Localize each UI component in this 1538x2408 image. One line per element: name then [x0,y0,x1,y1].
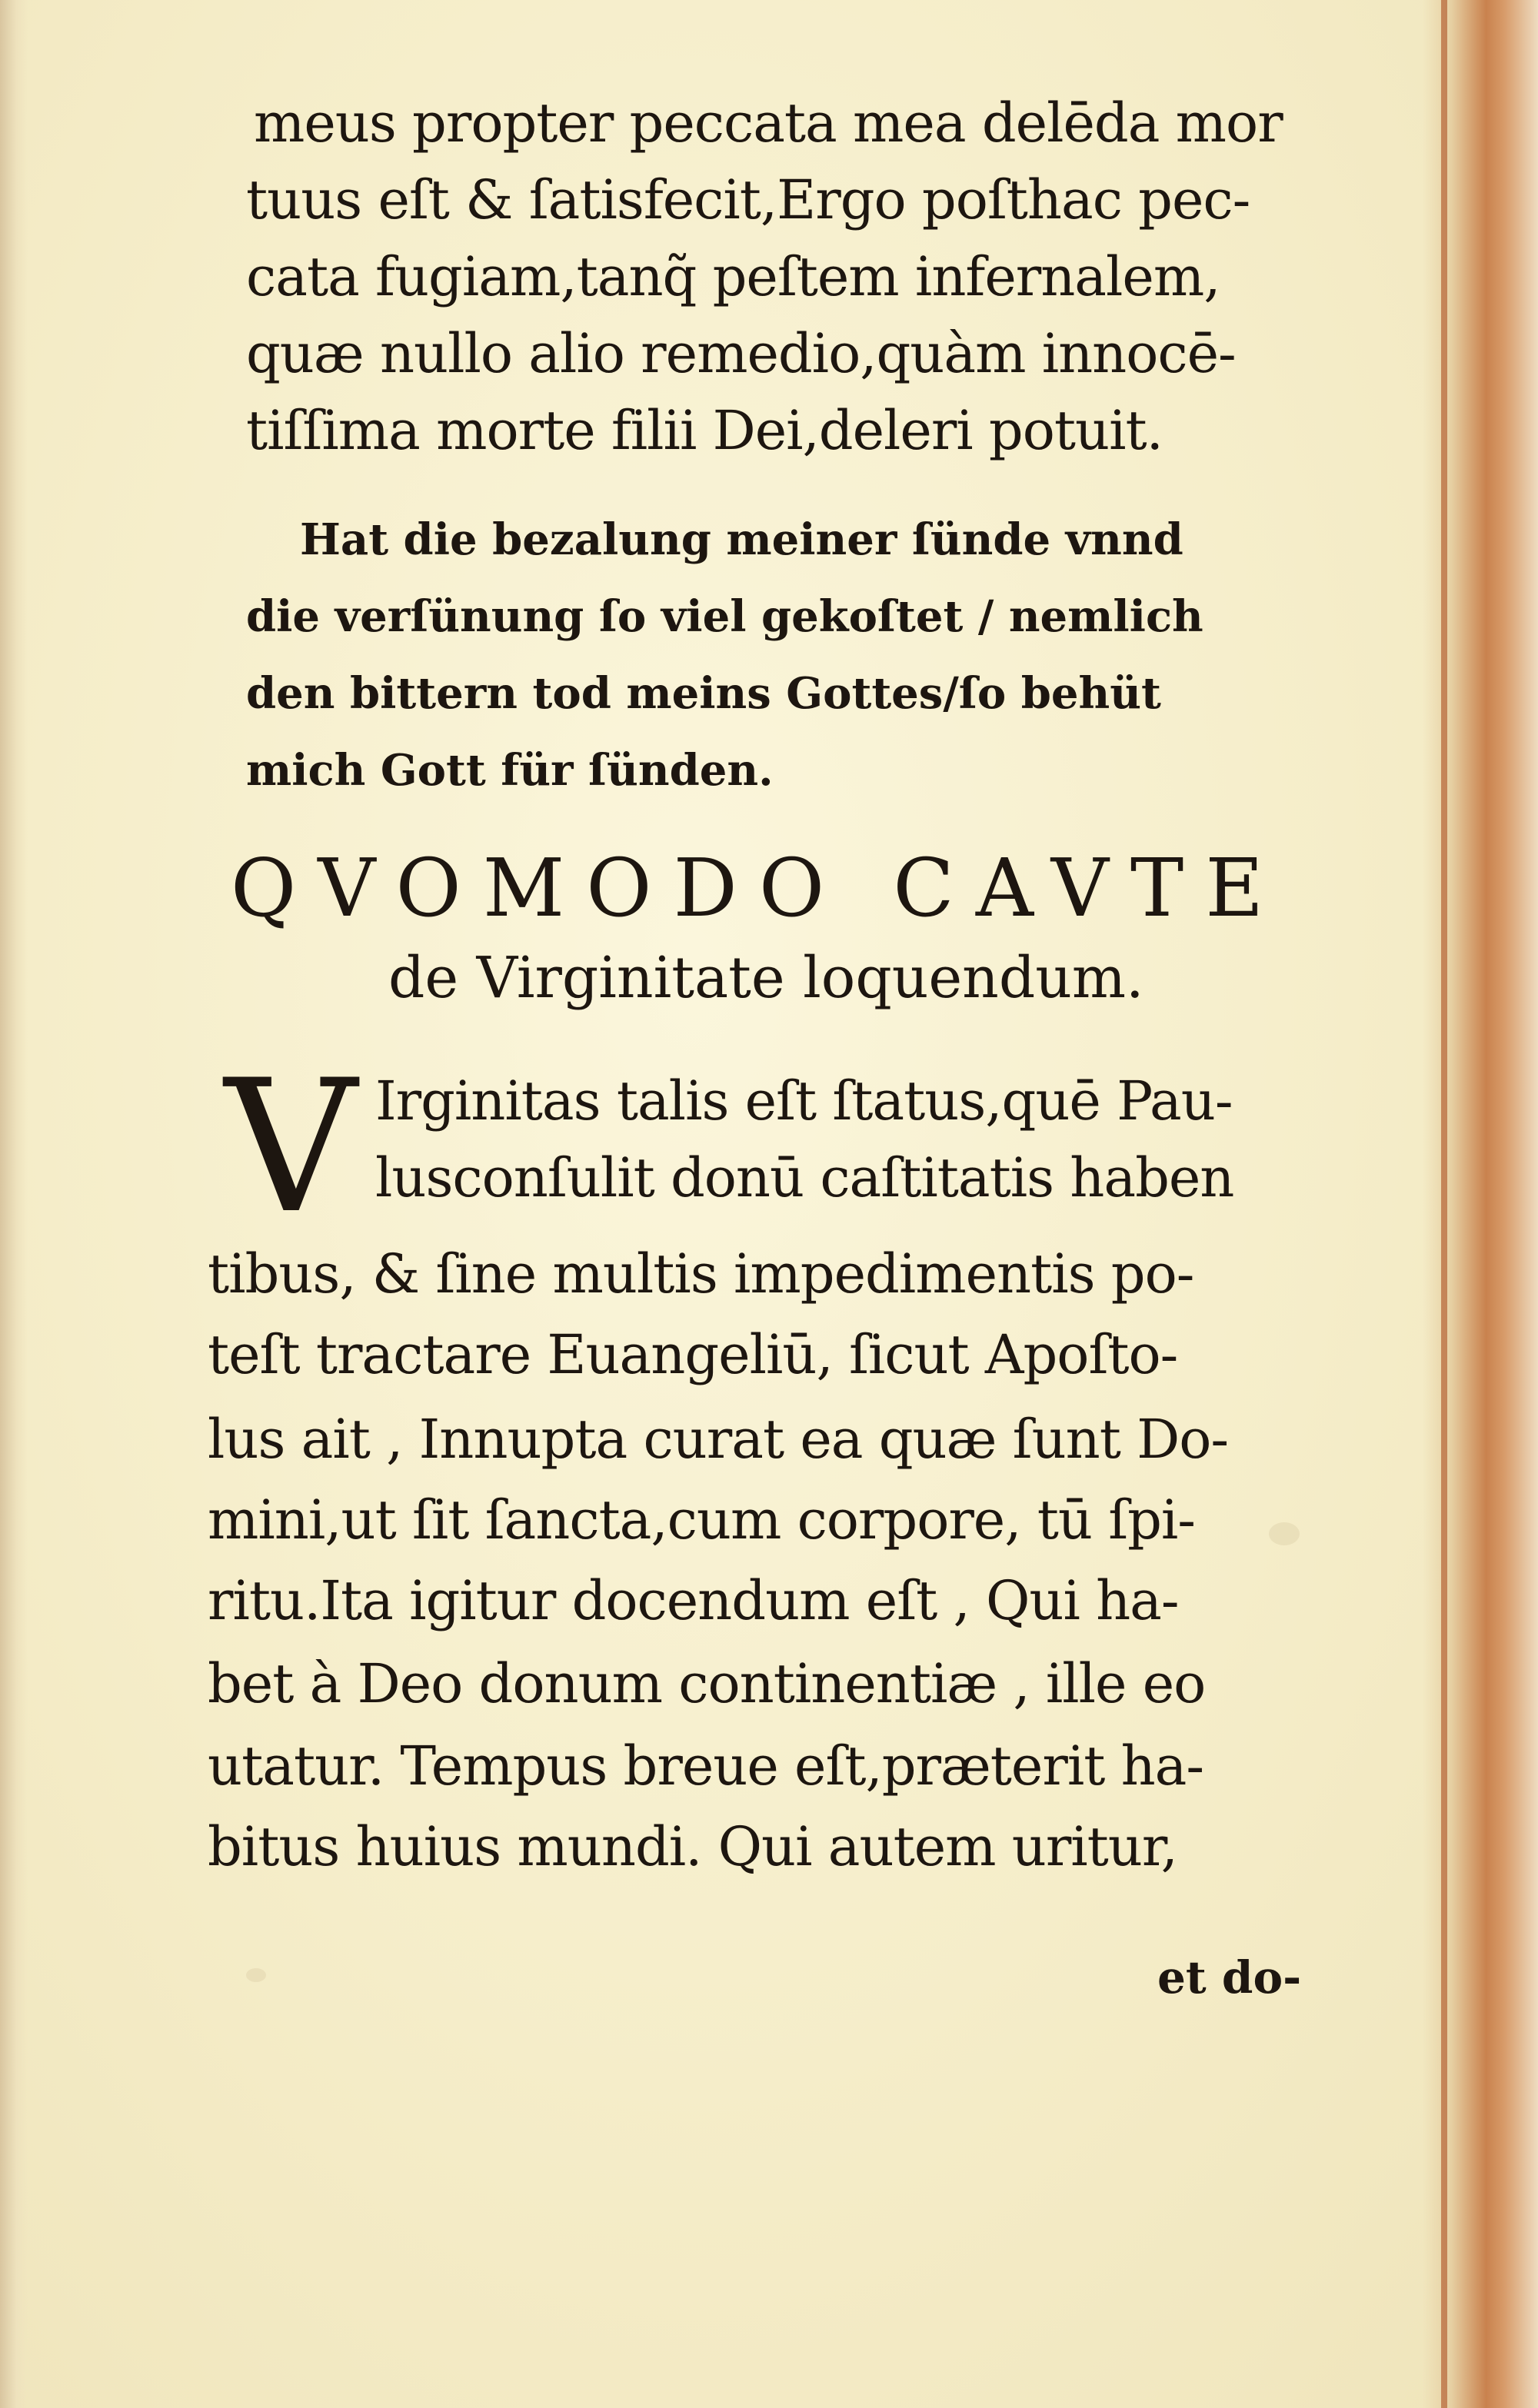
latin-line-2: tuus eſt & ſatisfecit,Ergo poſthac pec- [246,168,1250,231]
body-line-2: lusconſulit donū caſtitatis haben [375,1146,1234,1209]
german-line-2: die verſünung ſo viel gekoſtet / nemlich [246,591,1203,642]
body-line-6: mini,ut ſit ſancta,cum corpore, tū ſpi- [208,1488,1195,1552]
body-line-9: utatur. Tempus breue eſt,præterit ha- [208,1734,1204,1798]
section-heading: QVOMODO CAVTE [231,841,1286,935]
page-edge [1423,0,1538,2408]
latin-line-4: quæ nullo alio remedio,quàm innocē- [246,322,1236,385]
german-line-3: den bittern tod meins Gottes/ſo behüt [246,668,1161,719]
latin-line-5: tiſſima morte filii Dei,deleri potuit. [246,399,1163,462]
section-subheading: de Virginitate loquendum. [388,945,1144,1011]
body-line-3: tibus, & ſine multis impedimentis po- [208,1242,1194,1305]
page-edge-line [1441,0,1447,2408]
german-line-4: mich Gott für ſünden. [246,745,774,796]
body-line-1: Irginitas talis eſt ſtatus,quē Pau- [375,1069,1233,1132]
body-line-8: bet à Deo donum continentiæ , ille eo [208,1652,1206,1715]
german-line-1: Hat die bezalung meiner ſünde vnnd [300,514,1183,565]
drop-cap: V [225,1041,357,1254]
body-line-7: ritu.Ita igitur docendum eſt , Qui ha- [208,1569,1179,1632]
body-line-10: bitus huius mundi. Qui autem uritur, [208,1815,1177,1878]
body-line-4: teſt tractare Euangeliū, ſicut Apoſto- [208,1323,1178,1386]
latin-line-1: meus propter peccata mea delēda mor [254,91,1283,155]
body-line-5: lus ait , Innupta curat ea quæ ſunt Do- [208,1408,1229,1471]
catchword: et do- [1157,1951,1302,2004]
latin-line-3: cata fugiam,tanq̃ peſtem infernalem, [246,245,1220,308]
